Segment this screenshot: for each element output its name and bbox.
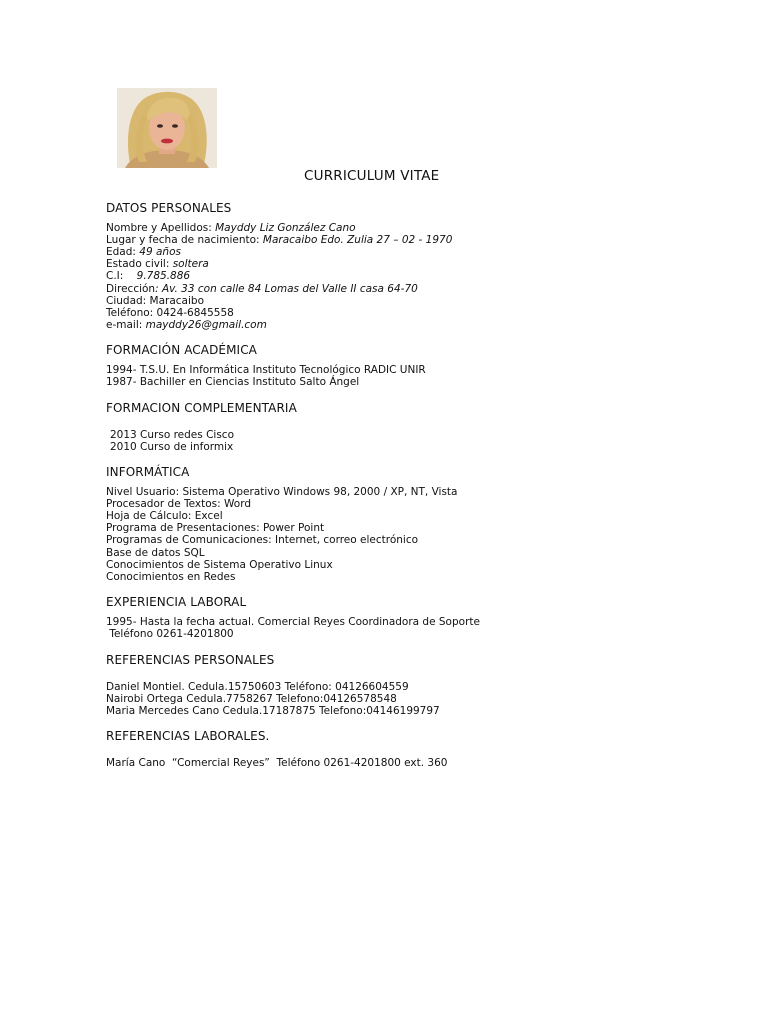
- list-item: Maria Mercedes Cano Cedula.17187875 Telefono:04146199797: [106, 705, 440, 717]
- ci-line: [106, 270, 190, 282]
- ci-value: 9.785.886: [136, 270, 191, 282]
- lugar-line: [106, 234, 452, 246]
- list-item: Teléfono 0261-4201800: [106, 628, 234, 640]
- email-value[interactable]: mayddy26@gmail.com: [145, 319, 267, 331]
- list-item: Nairobi Ortega Cedula.7758267 Telefono:04126578548: [106, 693, 397, 705]
- section-heading-referencias-personales: REFERENCIAS PERSONALES: [106, 653, 275, 667]
- section-heading-datos-personales: DATOS PERSONALES: [106, 201, 232, 215]
- list-item: Base de datos SQL: [106, 547, 205, 559]
- nombre-line: [106, 222, 356, 234]
- direccion-value: : Av. 33 con calle 84 Lomas del Valle II casa 64-70: [155, 283, 418, 295]
- lugar-value: Maracaibo Edo. Zulia 27 – 02 - 1970: [262, 234, 453, 246]
- document-title: CURRICULUM VITAE: [304, 168, 440, 184]
- edad-line: [106, 246, 181, 258]
- list-item: Programas de Comunicaciones: Internet, correo electrónico: [106, 534, 419, 546]
- section-heading-formacion-academica: FORMACIÓN ACADÉMICA: [106, 343, 257, 357]
- list-item: 2010 Curso de informix: [110, 441, 234, 453]
- email-line: [106, 319, 267, 331]
- list-item: 2013 Curso redes Cisco: [110, 429, 234, 441]
- estado-civil-label: Estado civil:: [106, 258, 173, 270]
- list-item: 1987- Bachiller en Ciencias Instituto Salto Ángel: [106, 376, 360, 388]
- list-item: María Cano “Comercial Reyes” Teléfono 0261-4201800 ext. 360: [106, 757, 448, 769]
- lugar-label: Lugar y fecha de nacimiento:: [106, 234, 263, 246]
- section-heading-experiencia-laboral: EXPERIENCIA LABORAL: [106, 595, 247, 609]
- edad-label: Edad:: [106, 246, 140, 258]
- direccion-line: [106, 283, 418, 295]
- email-label: e-mail:: [106, 319, 146, 331]
- nombre-label: Nombre y Apellidos:: [106, 222, 216, 234]
- edad-value: 49 años: [139, 246, 181, 258]
- list-item: Procesador de Textos: Word: [106, 498, 251, 510]
- estado-civil-value: soltera: [172, 258, 209, 270]
- direccion-label: Dirección: [106, 283, 156, 295]
- list-item: Programa de Presentaciones: Power Point: [106, 522, 325, 534]
- ci-label: C.I:: [106, 270, 137, 282]
- nombre-value: Mayddy Liz González Cano: [215, 222, 356, 234]
- list-item: Hoja de Cálculo: Excel: [106, 510, 223, 522]
- estado-civil-line: [106, 258, 209, 270]
- portrait-image: [117, 88, 217, 168]
- section-heading-referencias-laborales: REFERENCIAS LABORALES.: [106, 729, 270, 743]
- list-item: Conocimientos en Redes: [106, 571, 236, 583]
- section-heading-informatica: INFORMÁTICA: [106, 465, 190, 479]
- list-item: Nivel Usuario: Sistema Operativo Windows 98, 2000 / XP, NT, Vista: [106, 486, 458, 498]
- ciudad-line: Ciudad: Maracaibo: [106, 295, 205, 307]
- list-item: Conocimientos de Sistema Operativo Linux: [106, 559, 333, 571]
- list-item: Daniel Montiel. Cedula.15750603 Teléfono: 04126604559: [106, 681, 409, 693]
- list-item: 1994- T.S.U. En Informática Instituto Tecnológico RADIC UNIR: [106, 364, 426, 376]
- profile-photo: [117, 88, 217, 168]
- telefono-line: Teléfono: 0424-6845558: [106, 307, 234, 319]
- section-heading-formacion-complementaria: FORMACION COMPLEMENTARIA: [106, 401, 297, 415]
- list-item: 1995- Hasta la fecha actual. Comercial Reyes Coordinadora de Soporte: [106, 616, 480, 628]
